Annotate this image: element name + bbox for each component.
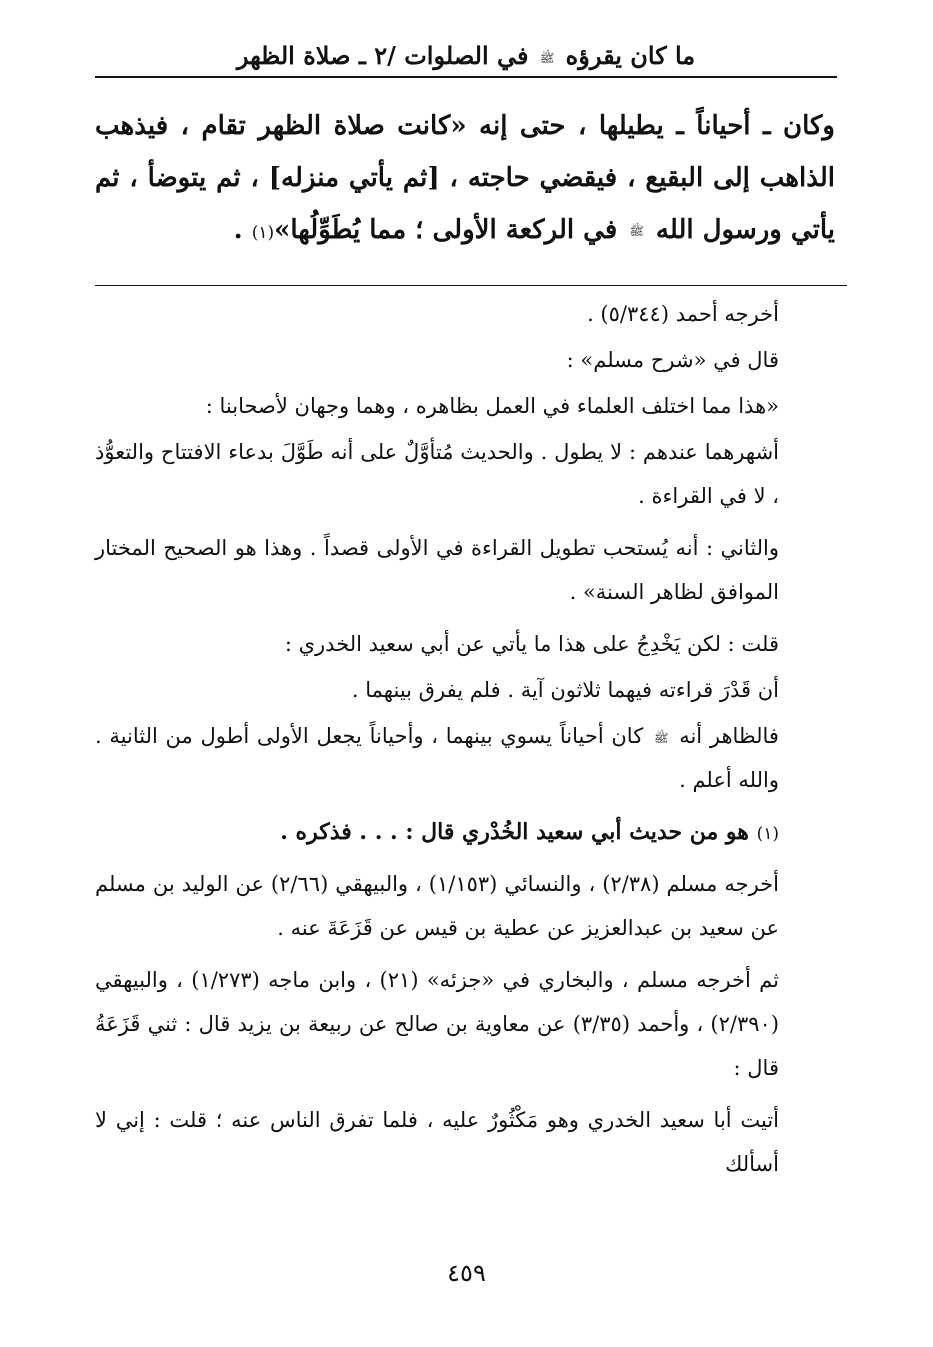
note-objection: قلت : لكن يَخْدِجُ على هذا ما يأتي عن أبي سعيد الخدري :	[284, 632, 779, 656]
main-line-3b: في الركعة الأولى ؛ مما يُطَوِّلُها»	[274, 215, 618, 245]
main-line-3a: ورسول الله	[655, 215, 782, 245]
note-conclusion	[95, 714, 835, 802]
main-line-2: الذاهب إلى البقيع ، فيقضي حاجته ، [ثم يأتي منزله] ، ثم يتوضأ ، ثم يأتي	[95, 163, 835, 245]
salutation-icon: ﷺ	[539, 50, 555, 65]
footnote-1-head-text: هو من حديث أبي سعيد الخُدْري قال : . . . فذكره .	[280, 819, 749, 845]
footnote-ref-1: (١)	[251, 223, 275, 243]
running-header	[92, 38, 840, 74]
note-thirty-verses: أن قَدْرَ قراءته فيهما ثلاثون آية . فلم يفرق بينهما .	[351, 678, 779, 702]
notes-section	[95, 292, 835, 1188]
note-conclusion-a: فالظاهر أنه	[679, 724, 779, 748]
salutation-icon: ﷺ	[629, 224, 644, 238]
footnote-1-para-1: أخرجه مسلم (٢/٣٨) ، والنسائي (١/١٥٣) ، والبيهقي (٢/٦٦) عن الوليد بن مسلم عن سعيد بن عبدالعزيز عن عطية بن قيس عن قَزَعَةَ عنه .	[95, 872, 779, 940]
main-line-1: وكان ـ أحياناً ـ يطيلها ، حتى إنه «كانت صلاة الظهر تقام ، فيذهب	[95, 111, 835, 141]
note-ahmad: أخرجه أحمد (٥/٣٤٤) .	[587, 302, 779, 326]
header-title-part2: في الصلوات /٢ ـ صلاة الظهر	[236, 41, 529, 70]
footnote-1-para-2: ثم أخرجه مسلم ، والبخاري في «جزئه» (٢١) ، وابن ماجه (١/٢٧٣) ، والبيهقي (٢/٣٩٠) ، وأحمد (٣/٣٥) عن معاوية بن صالح عن ربيعة بن يزيد قال : ثني قَزَعَةُ قال :	[95, 968, 780, 1080]
header-title-part1: ما كان يقرؤه	[565, 41, 696, 70]
note-sharh-muslim: قال في «شرح مسلم» :	[566, 348, 779, 372]
header-divider	[95, 76, 837, 78]
note-first-view: أشهرهما عندهم : لا يطول . والحديث مُتأوَّلٌ على أنه طَوَّلَ بدعاء الافتتاح والتعوُّذ ، لا في القراءة .	[95, 440, 779, 508]
main-paragraph	[95, 100, 835, 259]
note-conclusion-b: كان أحياناً يسوي بينهما ، وأحياناً يجعل الأولى أطول من الثانية . والله أعلم .	[95, 724, 779, 792]
note-quote-start: «هذا مما اختلف العلماء في العمل بظاهره ، وهما وجهان لأصحابنا :	[205, 394, 779, 418]
note-second-view: والثاني : أنه يُستحب تطويل القراءة في الأولى قصداً . وهذا هو الصحيح المختار الموافق لظاهر السنة» .	[95, 536, 779, 604]
page-number: ٤٥٩	[447, 1259, 486, 1287]
salutation-icon: ﷺ	[653, 730, 669, 745]
footnote-1-number: (١)	[756, 824, 779, 844]
main-line-3c: .	[233, 215, 252, 245]
footnote-divider	[95, 285, 847, 286]
footnote-1-heading	[95, 810, 835, 856]
footnote-1-para-3: أتيت أبا سعيد الخدري وهو مَكْثُورٌ عليه ، فلما تفرق الناس عنه ؛ قلت : إني لا أسألك	[95, 1108, 779, 1176]
